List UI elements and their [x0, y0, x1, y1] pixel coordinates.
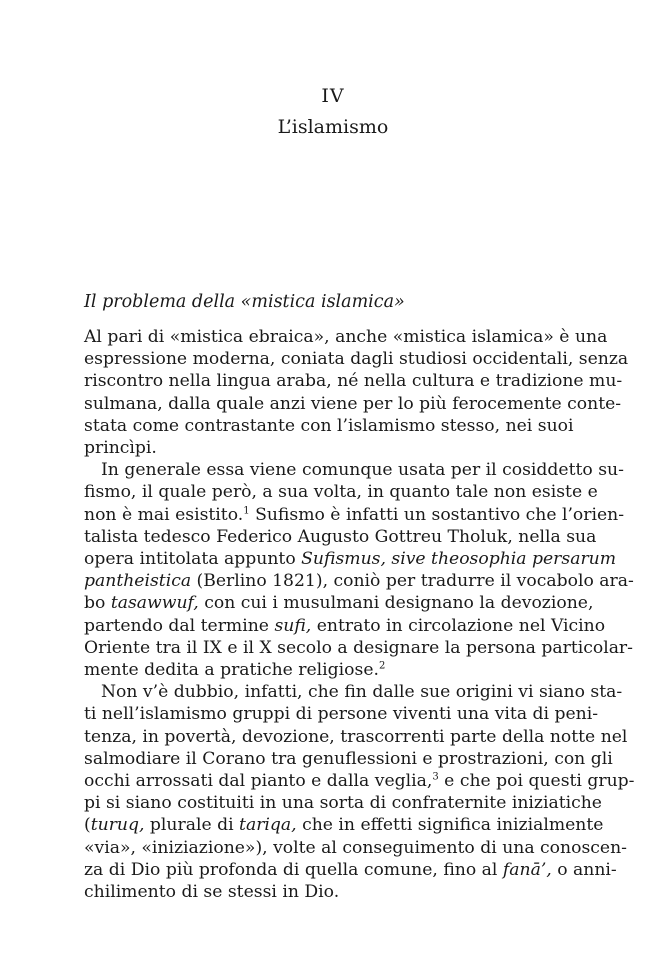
- paragraph-1-line: sulmana, dalla quale anzi viene per lo più ferocemente conte-: [84, 393, 622, 414]
- paragraph-2-line: talista tedesco Federico Augusto Gottreu Tholuk, nella sua: [84, 526, 597, 547]
- paragraph-3-line: Non v’è dubbio, infatti, che fin dalle sue origini vi siano sta-: [101, 682, 623, 703]
- italic-term: tariqa,: [239, 815, 297, 836]
- paragraph-1-line: stata come contrastante con l’islamismo stesso, nei suoi: [84, 415, 574, 436]
- body-text: [84, 326, 635, 903]
- italic-term: sufi,: [274, 615, 312, 636]
- text-run: o anni-: [551, 859, 617, 880]
- italic-title: Sufismus, sive theosophia persarum: [301, 549, 617, 570]
- chapter-title: L’islamismo: [277, 116, 389, 138]
- text-run: (: [84, 815, 91, 836]
- paragraph-2-line: In generale essa viene comunque usata per il cosiddetto su-: [101, 460, 624, 481]
- paragraph-2-line: [84, 570, 634, 592]
- italic-term: turuq,: [90, 815, 145, 836]
- paragraph-3-line: ti nell’islamismo gruppi di persone viventi una vita di peni-: [84, 704, 599, 725]
- paragraph-3-line: «via», «iniziazione»), volte al conseguimento di una conoscen-: [84, 837, 627, 858]
- text-run: partendo dal termine: [84, 615, 275, 636]
- text-run: occhi arrossati dal pianto e dalla veglia,: [84, 771, 433, 792]
- paragraph-3-line: [84, 770, 635, 792]
- paragraph-1-line: riscontro nella lingua araba, né nella cultura e tradizione mu-: [84, 371, 623, 392]
- text-run: che in effetti significa inizialmente: [296, 815, 604, 836]
- text-run: bo: [84, 593, 111, 614]
- paragraph-2-line: [84, 504, 625, 526]
- text-run: Sufismo è infatti un sostantivo che l’orien-: [249, 504, 625, 525]
- text-run: (Berlino 1821), coniò per tradurre il vocabolo ara-: [191, 571, 634, 592]
- text-run: entrato in circolazione nel Vicino: [311, 615, 606, 636]
- paragraph-3-line: salmodiare il Corano tra genuflessioni e prostrazioni, con gli: [84, 748, 613, 769]
- footnote-ref-2: 2: [378, 660, 386, 672]
- paragraph-3-line: chilimento di se stessi in Dio.: [84, 882, 340, 903]
- paragraph-2-line: Oriente tra il IX e il X secolo a designare la persona particolar-: [84, 637, 633, 658]
- text-run: plurale di: [144, 815, 240, 836]
- text-run: za di Dio più profonda di quella comune, fino al: [84, 859, 503, 880]
- text-run: opera intitolata appunto: [84, 549, 302, 570]
- section-heading: Il problema della «mistica islamica»: [84, 292, 405, 312]
- paragraph-3-line: [84, 859, 617, 881]
- paragraph-3-line: tenza, in povertà, devozione, trascorrenti parte della notte nel: [84, 726, 628, 747]
- footnote-ref-3: 3: [432, 771, 439, 783]
- paragraph-1-line: espressione moderna, coniata dagli studiosi occidentali, senza: [84, 349, 629, 370]
- text-run: con cui i musulmani designano la devozione,: [198, 593, 594, 614]
- paragraph-2-line: fismo, il quale però, a sua volta, in quanto tale non esiste e: [84, 482, 598, 503]
- paragraph-2-line: [84, 615, 606, 637]
- paragraph-2-line: [84, 659, 571, 681]
- paragraph-3-line: pi si siano costituiti in una sorta di confraternite iniziatiche: [84, 793, 602, 814]
- text-run: mente dedita a pratiche religiose.: [84, 660, 379, 681]
- paragraph-3-line: [84, 814, 604, 836]
- paragraph-2-line: [84, 548, 617, 570]
- paragraph-2-line: [84, 592, 594, 614]
- text-run: non è mai esistito.: [84, 504, 244, 525]
- paragraph-1-line: Al pari di «mistica ebraica», anche «mistica islamica» è una: [84, 327, 608, 347]
- italic-term: tasawwuf,: [110, 593, 199, 614]
- footnote-ref-1: 1: [243, 504, 250, 516]
- italic-title: pantheistica: [84, 571, 192, 592]
- paragraph-1-line: princìpi.: [84, 438, 157, 459]
- italic-term: fanā’,: [502, 859, 552, 880]
- text-run: e che poi questi grup-: [438, 771, 635, 792]
- chapter-number: IV: [321, 85, 345, 107]
